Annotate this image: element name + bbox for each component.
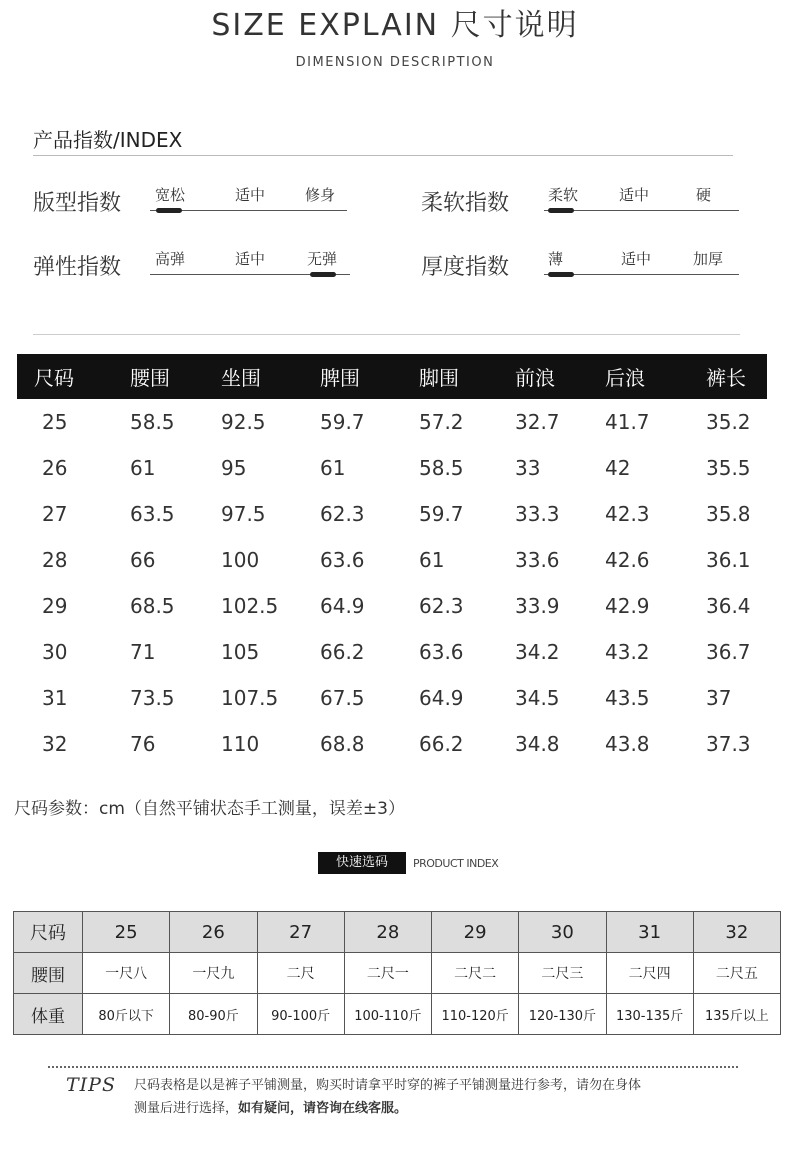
table-cell: 63.5 [130, 502, 175, 526]
table-cell: 100-110斤 [344, 994, 431, 1035]
scale-option: 无弹 [307, 250, 338, 268]
table-cell: 63.6 [320, 548, 365, 572]
table-cell: 30 [42, 640, 68, 664]
table-cell: 62.3 [419, 594, 464, 618]
table-cell: 61 [130, 456, 156, 480]
tips-line-1: 尺码表格是以是裤子平铺测量，购买时请拿平时穿的裤子平铺测量进行参考，请勿在身体 [134, 1078, 642, 1093]
table-cell: 92.5 [221, 410, 266, 434]
table-cell: 62.3 [320, 502, 365, 526]
tips-line-2 [134, 1097, 407, 1116]
fit-index-scale [150, 184, 347, 214]
scale-option: 加厚 [693, 250, 724, 268]
table-cell: 31 [42, 686, 68, 710]
table-cell: 25 [83, 912, 170, 953]
table-cell: 66.2 [320, 640, 365, 664]
table-cell: 28 [344, 912, 431, 953]
softness-index-label: 柔软指数 [421, 191, 510, 216]
table-cell: 100 [221, 548, 260, 572]
fit-index-label: 版型指数 [33, 191, 122, 216]
index-heading: 产品指数/INDEX [33, 128, 183, 152]
table-cell: 61 [320, 456, 346, 480]
table-cell: 29 [432, 912, 519, 953]
table-cell: 66.2 [419, 732, 464, 756]
table-cell: 36.7 [706, 640, 751, 664]
table-cell: 27 [257, 912, 344, 953]
tips-line-2-emphasis: 请咨询在线客服。 [303, 1101, 408, 1116]
table-cell: 61 [419, 548, 445, 572]
table-cell: 120-130斤 [519, 994, 606, 1035]
scale-marker [548, 272, 574, 277]
table-cell: 90-100斤 [257, 994, 344, 1035]
scale-option: 薄 [548, 250, 564, 268]
table-cell: 64.9 [320, 594, 365, 618]
table-row [17, 583, 767, 629]
table-cell: 135斤以上 [693, 994, 780, 1035]
table-cell: 58.5 [130, 410, 175, 434]
table-cell: 二尺三 [519, 953, 606, 994]
scale-option: 高弹 [155, 250, 186, 268]
table-cell: 29 [42, 594, 68, 618]
table-cell: 33.3 [515, 502, 560, 526]
table-row [17, 491, 767, 537]
measurement-note: 尺码参数：cm（自然平铺状态手工测量，误差±3） [14, 799, 405, 819]
thickness-index-scale [544, 248, 739, 278]
table-row [17, 675, 767, 721]
quick-select-table [13, 911, 781, 1035]
page-title: SIZE EXPLAIN 尺寸说明 [211, 8, 579, 43]
header-cell: 坐围 [221, 354, 320, 399]
table-cell: 59.7 [320, 410, 365, 434]
table-cell: 体重 [14, 994, 83, 1035]
scale-marker [156, 208, 182, 213]
table-cell: 33 [515, 456, 541, 480]
size-table [17, 354, 767, 767]
header-cell: 腰围 [130, 354, 221, 399]
scale-option: 适中 [235, 186, 266, 204]
table-cell: 25 [42, 410, 68, 434]
table-cell: 42.9 [605, 594, 650, 618]
table-cell: 一尺八 [83, 953, 170, 994]
softness-index-scale [544, 184, 739, 214]
table-row [14, 953, 781, 994]
table-cell: 35.5 [706, 456, 751, 480]
table-cell: 67.5 [320, 686, 365, 710]
header-cell: 裤长 [706, 354, 767, 399]
tips-line-2-part: 测量后进行选择， [134, 1101, 239, 1116]
tips-divider [48, 1066, 738, 1068]
quick-select-caption: PRODUCT INDEX [413, 857, 499, 870]
table-cell: 28 [42, 548, 68, 572]
scale-option: 修身 [305, 186, 336, 204]
table-cell: 57.2 [419, 410, 464, 434]
header-cell: 后浪 [605, 354, 706, 399]
table-cell: 37.3 [706, 732, 751, 756]
table-row [17, 445, 767, 491]
table-cell: 32 [693, 912, 780, 953]
tips-line-2-emphasis: 如有疑问， [238, 1101, 304, 1116]
table-cell: 33.6 [515, 548, 560, 572]
table-cell: 43.2 [605, 640, 650, 664]
scale-marker [310, 272, 336, 277]
table-cell: 102.5 [221, 594, 279, 618]
table-cell: 37 [706, 686, 732, 710]
elasticity-index-scale [150, 248, 350, 278]
table-cell: 95 [221, 456, 247, 480]
table-cell: 58.5 [419, 456, 464, 480]
table-cell: 80-90斤 [170, 994, 257, 1035]
table-cell: 107.5 [221, 686, 279, 710]
elasticity-index-label: 弹性指数 [33, 255, 122, 280]
page-subtitle: DIMENSION DESCRIPTION [295, 55, 495, 70]
scale-option: 适中 [235, 250, 266, 268]
table-cell: 26 [170, 912, 257, 953]
table-cell: 42 [605, 456, 631, 480]
index-divider [33, 155, 733, 156]
table-cell: 42.6 [605, 548, 650, 572]
table-cell: 71 [130, 640, 156, 664]
table-cell: 105 [221, 640, 260, 664]
table-cell: 34.5 [515, 686, 560, 710]
table-cell: 34.2 [515, 640, 560, 664]
table-cell: 36.1 [706, 548, 751, 572]
header-cell: 脚围 [419, 354, 515, 399]
table-row [14, 912, 781, 953]
section-divider [33, 334, 740, 335]
table-cell: 32.7 [515, 410, 560, 434]
thickness-index-label: 厚度指数 [421, 255, 510, 280]
table-cell: 42.3 [605, 502, 650, 526]
table-row [17, 537, 767, 583]
table-cell: 二尺五 [693, 953, 780, 994]
table-cell: 35.8 [706, 502, 751, 526]
table-cell: 尺码 [14, 912, 83, 953]
scale-option: 适中 [619, 186, 650, 204]
table-row [17, 629, 767, 675]
table-cell: 二尺四 [606, 953, 693, 994]
table-cell: 97.5 [221, 502, 266, 526]
header-cell: 脾围 [320, 354, 419, 399]
table-cell: 27 [42, 502, 68, 526]
table-row [14, 994, 781, 1035]
scale-option: 适中 [621, 250, 652, 268]
scale-option: 硬 [696, 186, 712, 204]
table-cell: 31 [606, 912, 693, 953]
quick-select-badge: 快速选码 [318, 852, 406, 874]
table-cell: 66 [130, 548, 156, 572]
scale-option: 柔软 [548, 186, 579, 204]
table-cell: 33.9 [515, 594, 560, 618]
scale-option: 宽松 [155, 186, 186, 204]
table-cell: 68.8 [320, 732, 365, 756]
table-cell: 二尺 [257, 953, 344, 994]
table-row [17, 721, 767, 767]
table-cell: 32 [42, 732, 68, 756]
header-cell: 前浪 [515, 354, 605, 399]
table-cell: 41.7 [605, 410, 650, 434]
table-cell: 80斤以下 [83, 994, 170, 1035]
table-cell: 63.6 [419, 640, 464, 664]
header-cell: 尺码 [17, 354, 130, 399]
table-row [17, 399, 767, 445]
table-cell: 43.5 [605, 686, 650, 710]
table-cell: 76 [130, 732, 156, 756]
table-cell: 30 [519, 912, 606, 953]
scale-marker [548, 208, 574, 213]
table-cell: 68.5 [130, 594, 175, 618]
table-cell: 35.2 [706, 410, 751, 434]
table-cell: 130-135斤 [606, 994, 693, 1035]
tips-label: TIPS [66, 1074, 116, 1096]
table-cell: 34.8 [515, 732, 560, 756]
table-cell: 59.7 [419, 502, 464, 526]
size-table-header [17, 354, 767, 399]
table-cell: 110 [221, 732, 260, 756]
table-cell: 二尺二 [432, 953, 519, 994]
table-cell: 73.5 [130, 686, 175, 710]
table-cell: 26 [42, 456, 68, 480]
table-cell: 110-120斤 [432, 994, 519, 1035]
table-cell: 二尺一 [344, 953, 431, 994]
table-cell: 36.4 [706, 594, 751, 618]
table-cell: 腰围 [14, 953, 83, 994]
table-cell: 43.8 [605, 732, 650, 756]
table-cell: 一尺九 [170, 953, 257, 994]
table-cell: 64.9 [419, 686, 464, 710]
